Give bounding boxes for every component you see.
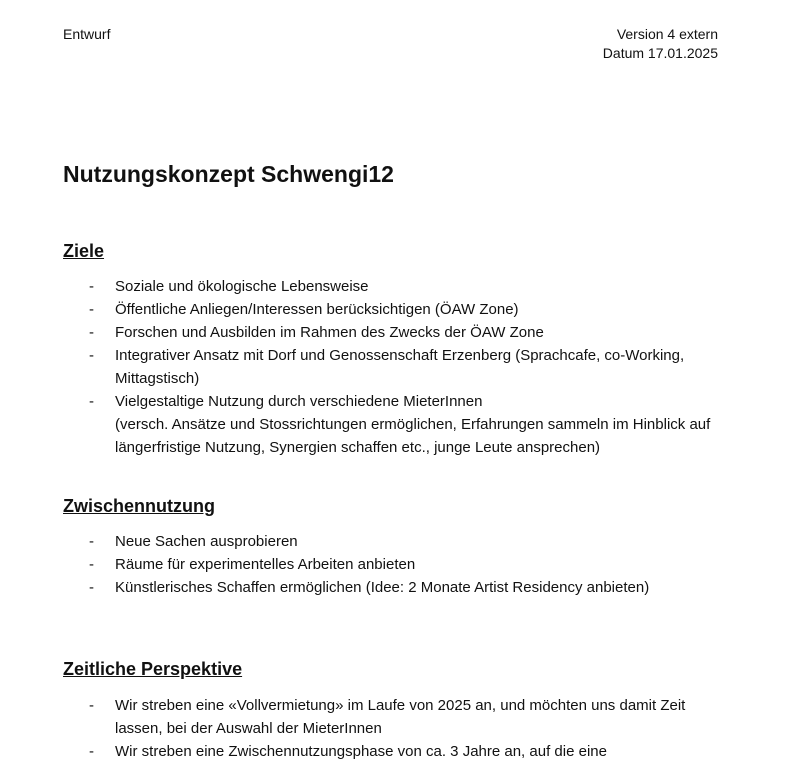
section-heading: Ziele [63,241,105,261]
dash-marker: - [89,393,94,410]
header-date: Datum 17.01.2025 [602,45,718,61]
list-item [63,576,723,599]
section-ziele [63,239,723,459]
bullet-list [63,530,723,599]
list-item [63,530,723,553]
list-item-text: Räume für experimentelles Arbeiten anbieten [115,556,416,573]
dash-marker: - [89,533,94,550]
section-heading: Zeitliche Perspektive [63,659,243,679]
dash-marker: - [89,743,94,760]
list-item [63,275,723,298]
header-version-info [603,25,718,63]
list-item-text: Wir streben eine Zwischennutzungsphase von ca. 3 Jahre an, auf die eine [115,743,607,760]
dash-marker: - [89,697,94,714]
dash-marker: - [89,324,94,341]
section-heading: Zwischennutzung [63,496,215,516]
list-item [63,390,723,459]
list-item-text: Integrativer Ansatz mit Dorf und Genossenschaft Erzenberg (Sprachcafe, co-Working, Mittagstisch) [115,347,685,387]
list-item-text: Künstlerisches Schaffen ermöglichen (Idee: 2 Monate Artist Residency anbieten) [115,579,650,596]
list-item-subtext: (versch. Ansätze und Stossrichtungen ermöglichen, Erfahrungen sammeln im Hinblick auf längerfristige Nutzung, Synergien schaffen etc., junge Leute ansprechen) [115,416,711,456]
header-draft-label: Entwurf [63,26,111,42]
list-item [63,694,723,740]
document-title: Nutzungskonzept Schwengi12 [63,161,394,187]
list-item-text: Wir streben eine «Vollvermietung» im Laufe von 2025 an, und möchten uns damit Zeit lassen, bei der Auswahl der MieterInnen [115,697,686,737]
list-item-text: Vielgestaltige Nutzung durch verschiedene MieterInnen [115,393,483,410]
list-item-text: Soziale und ökologische Lebensweise [115,278,369,295]
list-item [63,740,723,763]
header-version: Version 4 extern [616,26,718,42]
dash-marker: - [89,301,94,318]
list-item [63,321,723,344]
list-item [63,553,723,576]
list-item [63,298,723,321]
list-item-text: Öffentliche Anliegen/Interessen berücksichtigen (ÖAW Zone) [115,301,519,318]
bullet-list [63,275,723,459]
bullet-list [63,694,723,763]
dash-marker: - [89,556,94,573]
section-zeitliche-perspektive [63,657,723,763]
list-item-text: Forschen und Ausbilden im Rahmen des Zwecks der ÖAW Zone [115,324,544,341]
list-item-text: Neue Sachen ausprobieren [115,533,298,550]
dash-marker: - [89,347,94,364]
section-zwischennutzung [63,494,723,599]
list-item [63,344,723,390]
dash-marker: - [89,579,94,596]
dash-marker: - [89,278,94,295]
